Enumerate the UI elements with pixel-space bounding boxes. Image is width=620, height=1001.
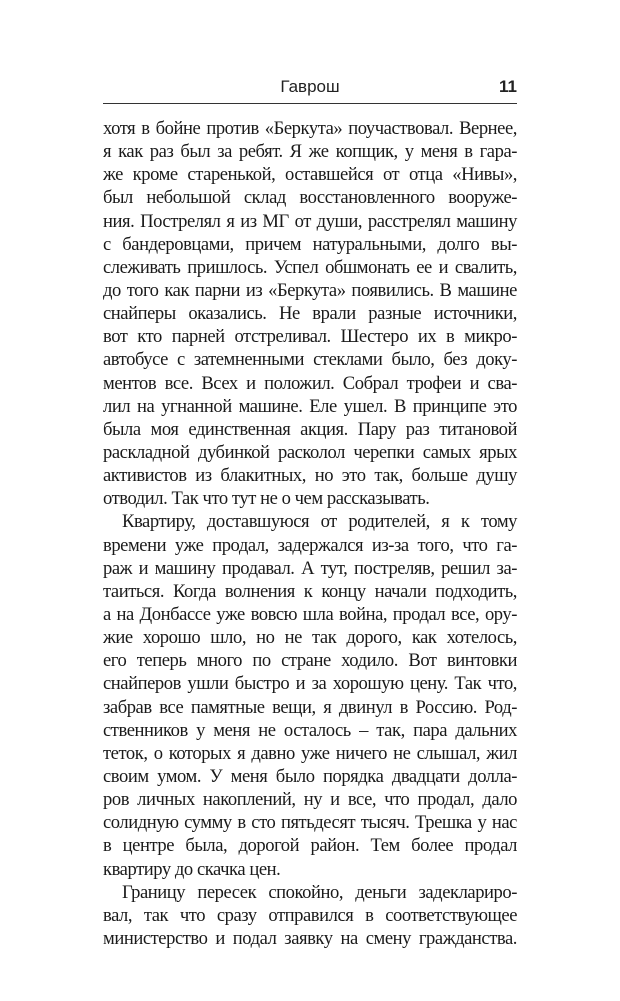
text-line: министерство и подал заявку на смену гражданства. (103, 927, 517, 949)
text-line: снайперов ушли быстро и за хорошую цену. Так что, (103, 673, 517, 695)
text-line: я как раз был за ребят. Я же копщик, у меня в гара- (103, 141, 517, 163)
text-line: отводил. Так что тут не о чем рассказывать. (103, 488, 430, 510)
text-line: ния. Пострелял я из МГ от души, расстрелял машину (103, 210, 517, 232)
text-line: был небольшой склад восстановленного вооруже- (103, 187, 517, 209)
page-number: 11 (499, 77, 517, 96)
text-line: квартиру до скачка цен. (103, 858, 281, 880)
running-header (103, 76, 517, 102)
text-line: его теперь много по стране ходило. Вот винтовки (103, 650, 517, 672)
text-line: своим умом. У меня было порядка двадцати долла- (103, 765, 517, 787)
text-line: времени уже продал, задержался из-за того, что га- (103, 534, 517, 556)
text-line: до того как парни из «Беркута» появились. В машине (103, 279, 517, 301)
text-line: Квартиру, доставшуюся от родителей, я к тому (122, 511, 517, 533)
body-text (103, 117, 517, 950)
text-line: таиться. Когда волнения к концу начали подходить, (103, 580, 517, 602)
text-line: слеживать пришлось. Успел обшмонать ее и свалить, (103, 256, 517, 278)
text-line: забрав все памятные вещи, я двинул в Россию. Род- (103, 696, 517, 718)
text-line: в центре была, дорогой район. Тем более продал (103, 835, 517, 857)
text-line: ственников у меня не осталось – так, пара дальних (103, 719, 517, 741)
text-line: раскладной дубинкой расколол черепки самых ярых (103, 441, 517, 463)
text-line: активистов из блакитных, но это так, больше душу (103, 465, 517, 487)
text-line: теток, о которых я давно уже ничего не слышал, жил (103, 742, 517, 764)
text-line: же кроме старенькой, оставшейся от отца «Нивы», (103, 164, 517, 186)
text-line: солидную сумму в сто пятьдесят тысяч. Трешка у нас (103, 812, 517, 834)
text-line: снайперы оказались. Не врали разные источники, (103, 303, 517, 325)
text-line: раж и машину продавал. А тут, постреляв, решил за- (103, 557, 517, 579)
text-line: лил на угнанной машине. Еле ушел. В принципе это (103, 395, 517, 417)
text-line: была моя единственная акция. Пару раз титановой (103, 418, 517, 440)
text-line: хотя в бойне против «Беркута» поучаствовал. Вернее, (103, 118, 517, 139)
text-line: ров личных накоплений, ну и все, что продал, дало (103, 789, 517, 811)
text-line: вот кто парней отстреливал. Шестеро их в микро- (103, 326, 517, 348)
text-line: жие хорошо шло, но не так дорого, как хотелось, (103, 627, 517, 649)
text-line: Границу пересек спокойно, деньги задеклариро- (122, 881, 517, 903)
text-line: а на Донбассе уже вовсю шла война, продал все, ору- (103, 603, 517, 625)
text-line: ментов все. Всех и положил. Собрал трофеи и сва- (103, 372, 517, 394)
text-line: с бандеровцами, причем натуральными, долго вы- (103, 233, 517, 255)
text-line: автобусе с затемненными стеклами было, без доку- (103, 349, 517, 371)
header-rule (103, 103, 517, 104)
text-line: вал, так что сразу отправился в соответствующее (103, 904, 517, 926)
running-title: Гаврош (280, 77, 340, 96)
